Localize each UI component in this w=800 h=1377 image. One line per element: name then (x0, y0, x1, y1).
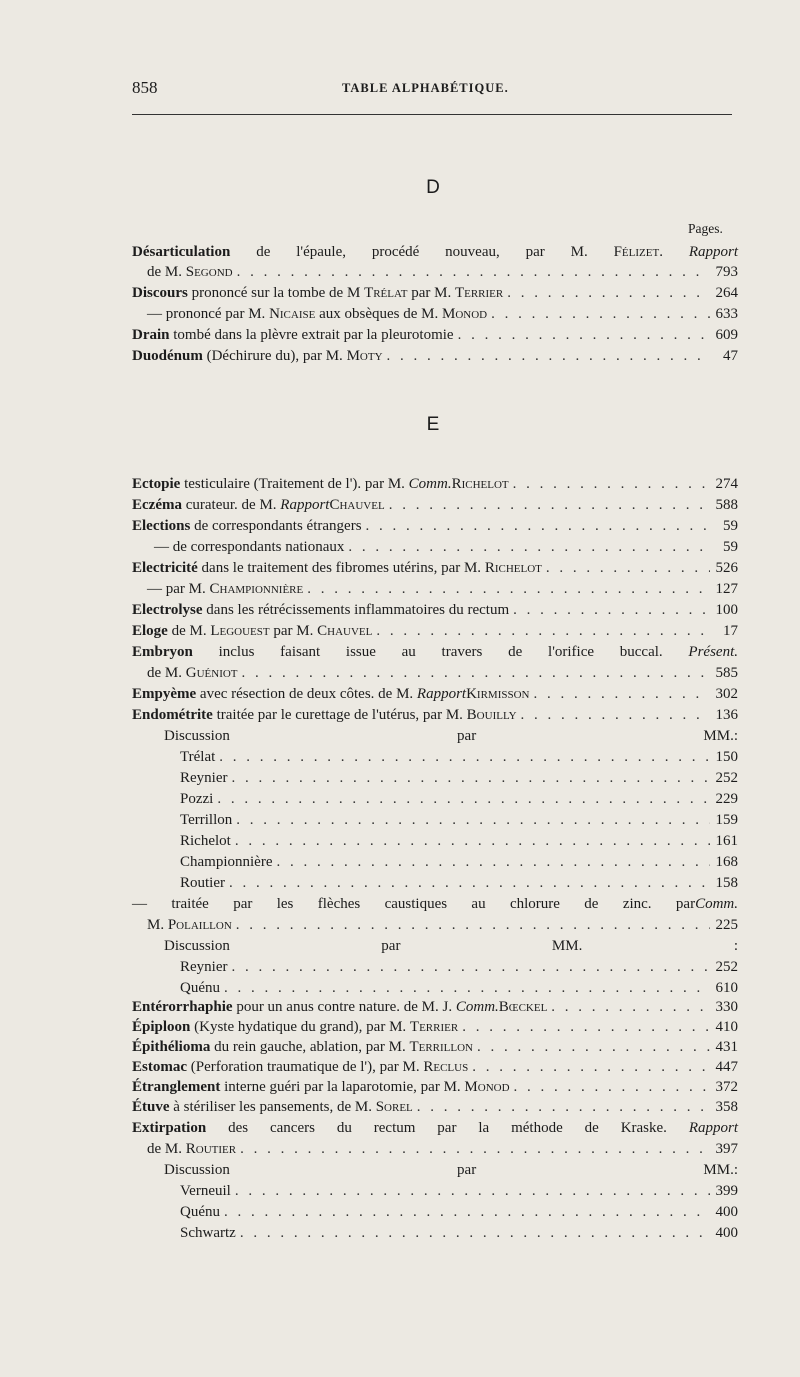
leader-dots (224, 1202, 710, 1222)
index-entry (147, 262, 738, 282)
entry-text (132, 1077, 510, 1097)
index-entry (180, 1223, 738, 1243)
entry-fragment: interne guéri par la laparotomie, par M. (220, 1079, 465, 1095)
author-name: Kirmisson (466, 686, 530, 702)
page-ref: 100 (715, 602, 738, 618)
entry-fragment: — traitée par les flèches caustiques au chlorure de zinc. (132, 896, 676, 912)
entry-text (132, 600, 509, 620)
entry-fragment: (Perforation traumatique de l'), par M. (187, 1059, 424, 1075)
page-ref: 17 (723, 623, 738, 639)
entry-text (132, 705, 517, 725)
entry-fragment: Comm. (695, 896, 738, 912)
page-ref: 526 (715, 560, 738, 576)
entry-keyword: Estomac (132, 1059, 187, 1075)
leader-dots (231, 768, 710, 788)
entry-fragment: inclus faisant issue au travers de l'orifice buccal. (192, 644, 689, 660)
author-name: Reclus (423, 1059, 469, 1075)
index-entry (147, 663, 738, 683)
page-number: 858 (132, 78, 158, 97)
entry-fragment: Routier (180, 875, 225, 891)
author-name: Moty (346, 348, 383, 364)
page-ref: 399 (715, 1183, 738, 1199)
page-ref: 431 (715, 1039, 738, 1055)
author-name: Chauvel (317, 623, 373, 639)
leader-dots (236, 810, 710, 830)
leader-dots (462, 1017, 710, 1037)
index-entry (164, 726, 738, 746)
entry-fragment: Schwartz (180, 1225, 236, 1241)
author-name: Richelot (484, 560, 542, 576)
index-entry (132, 1017, 738, 1037)
index-entry (132, 684, 738, 704)
page-ref: 59 (723, 518, 738, 534)
entry-text (147, 579, 303, 599)
header-rule (132, 114, 732, 115)
entry-fragment: par M. (407, 285, 455, 301)
entry-fragment: avec résection de deux côtes. (196, 686, 379, 702)
leader-dots (417, 1097, 710, 1117)
author-name: Sorel (375, 1099, 413, 1115)
entry-keyword: Épiploon (132, 1019, 191, 1035)
index-entry (164, 936, 738, 956)
entry-fragment: Discussion par MM.: (164, 728, 738, 744)
leader-dots (242, 663, 710, 683)
leader-dots (472, 1057, 710, 1077)
leader-dots (533, 684, 710, 704)
author-name: Terrier (409, 1019, 459, 1035)
leader-dots (387, 346, 710, 366)
entry-text (132, 997, 547, 1017)
entry-fragment: de M. (147, 665, 186, 681)
entry-fragment: M. (147, 917, 168, 933)
page-ref: 410 (715, 1019, 738, 1035)
leader-dots (507, 283, 710, 303)
page-ref: 400 (715, 1225, 738, 1241)
leader-dots (521, 705, 710, 725)
index-entry (132, 495, 738, 515)
entry-fragment: des cancers du rectum par la méthode de Kraske. (206, 1120, 689, 1136)
entry-fragment: Verneuil (180, 1183, 231, 1199)
index-entry (132, 621, 738, 641)
entry-text (132, 621, 372, 641)
index-entry (164, 1160, 738, 1180)
entry-keyword: Eczéma (132, 497, 182, 513)
entry-fragment: Rapport (280, 497, 330, 513)
entry-keyword: Empyème (132, 686, 197, 702)
entry-text (154, 537, 344, 557)
index-entry (132, 516, 738, 536)
page-ref: 793 (715, 264, 738, 280)
leader-dots (491, 304, 710, 324)
entry-keyword: Extirpation (132, 1120, 207, 1136)
page-ref: 609 (715, 327, 738, 343)
author-name: Chauvel (329, 497, 385, 513)
leader-dots (240, 1139, 710, 1159)
author-name: Guéniot (185, 665, 238, 681)
entry-text (147, 915, 232, 935)
index-entry (132, 1037, 738, 1057)
pages-column-label: Pages. (688, 221, 723, 236)
leader-dots (217, 789, 710, 809)
entry-fragment: de M. (147, 264, 186, 280)
author-name: Bouilly (466, 707, 517, 723)
entry-fragment: par (675, 896, 696, 912)
page-ref: 168 (715, 854, 738, 870)
entry-fragment: traitée par le curettage de l'utérus, par M. (212, 707, 467, 723)
entry-text (180, 1181, 231, 1201)
page-ref: 585 (715, 665, 738, 681)
entry-fragment: Quénu (180, 1204, 220, 1220)
index-entry (132, 705, 738, 725)
entry-fragment: Championnière (180, 854, 273, 870)
page-ref: 274 (715, 476, 738, 492)
page-ref: 358 (715, 1099, 738, 1115)
entry-text (180, 978, 220, 998)
index-entry (132, 642, 738, 662)
entry-text (132, 1118, 738, 1138)
page-ref: 447 (715, 1059, 738, 1075)
index-entry (132, 346, 738, 366)
entry-fragment: curateur. (181, 497, 242, 513)
entry-fragment: de l'épaule, procédé nouveau, par M. (230, 244, 614, 260)
index-entry (180, 831, 738, 851)
index-entry (132, 600, 738, 620)
leader-dots (276, 852, 710, 872)
entry-text (180, 810, 232, 830)
leader-dots (389, 495, 710, 515)
index-entry (154, 537, 738, 557)
entry-fragment: pour un anus contre nature. (232, 999, 404, 1015)
entry-fragment: Pozzi (180, 791, 214, 807)
index-entry (132, 1057, 738, 1077)
entry-text (180, 768, 227, 788)
entry-fragment: Discussion par MM. : (164, 938, 738, 954)
entry-fragment: testiculaire (Traitement de l'). (180, 476, 365, 492)
leader-dots (229, 873, 710, 893)
index-entry (132, 325, 738, 345)
entry-text (132, 495, 385, 515)
page-ref: 264 (715, 285, 738, 301)
page-ref: 158 (715, 875, 738, 891)
index-entry (132, 242, 738, 262)
entry-keyword: Ectopie (132, 476, 181, 492)
entry-fragment: prononcé sur la tombe de M (187, 285, 365, 301)
author-name: Félizet (613, 244, 660, 260)
entry-fragment: Rapport (688, 244, 738, 260)
entry-keyword: Étranglement (132, 1079, 221, 1095)
entry-fragment: dans le traitement des fibromes utérins, par M. (197, 560, 485, 576)
author-name: Polaillon (167, 917, 232, 933)
entry-fragment: de M. (378, 686, 417, 702)
author-name: Segond (185, 264, 233, 280)
entry-text (180, 789, 213, 809)
index-entry (147, 1139, 738, 1159)
author-name: Monod (442, 306, 488, 322)
entry-text (180, 852, 272, 872)
entry-fragment: Présent. (688, 644, 738, 660)
entry-text (180, 957, 227, 977)
page-ref: 397 (715, 1141, 738, 1157)
entry-fragment: Reynier (180, 770, 228, 786)
page-ref: 400 (715, 1204, 738, 1220)
page-header (132, 78, 732, 100)
leader-dots (224, 978, 710, 998)
page-ref: 633 (715, 306, 738, 322)
page-ref: 229 (715, 791, 738, 807)
entry-fragment: aux obsèques de M. (315, 306, 442, 322)
index-entry (132, 474, 738, 494)
index-entry (180, 873, 738, 893)
page-ref: 150 (715, 749, 738, 765)
index-entry (180, 957, 738, 977)
leader-dots (366, 516, 710, 536)
entry-fragment: de M. (241, 497, 281, 513)
entry-fragment: du rein gauche, ablation, par M. (210, 1039, 410, 1055)
index-entry (180, 747, 738, 767)
leader-dots (237, 262, 710, 282)
author-name: Nicaise (269, 306, 316, 322)
index-entry (180, 1181, 738, 1201)
entry-keyword: Duodénum (132, 348, 203, 364)
entry-text (132, 558, 542, 578)
author-name: Richelot (451, 476, 509, 492)
page-ref: 159 (715, 812, 738, 828)
entry-keyword: Eloge (132, 623, 168, 639)
page-ref: 252 (715, 959, 738, 975)
entry-fragment: de M. J. (403, 999, 456, 1015)
entry-fragment: Quénu (180, 980, 220, 996)
entry-fragment: Discussion par MM.: (164, 1162, 738, 1178)
index-entry (180, 978, 738, 998)
entry-text (180, 831, 231, 851)
entry-keyword: Electrolyse (132, 602, 203, 618)
index-entry (180, 1202, 738, 1222)
entry-fragment: Terrillon (180, 812, 233, 828)
author-name: Bœckel (498, 999, 548, 1015)
index-entry (147, 304, 738, 324)
index-entry (180, 768, 738, 788)
entry-fragment: Richelot (180, 833, 231, 849)
entry-fragment: (Kyste hydatique du grand), par M. (190, 1019, 410, 1035)
page-ref: 47 (723, 348, 738, 364)
leader-dots (546, 558, 710, 578)
page-ref: 136 (715, 707, 738, 723)
entry-fragment: (Déchirure du), par M. (202, 348, 347, 364)
entry-text (180, 1202, 220, 1222)
author-name: Championnière (209, 581, 304, 597)
entry-text (147, 262, 233, 282)
entry-text (132, 242, 738, 262)
page-ref: 302 (715, 686, 738, 702)
entry-fragment: — prononcé par M. (147, 306, 270, 322)
page-ref: 59 (723, 539, 738, 555)
entry-keyword: Entérorrhaphie (132, 999, 233, 1015)
author-name: Routier (185, 1141, 237, 1157)
page-ref: 252 (715, 770, 738, 786)
index-entry (132, 894, 738, 914)
leader-dots (236, 915, 710, 935)
entry-fragment: de M. (167, 623, 211, 639)
entry-text (132, 346, 383, 366)
leader-dots (235, 831, 710, 851)
entry-text (180, 747, 215, 767)
author-name: Monod (464, 1079, 510, 1095)
index-entry (132, 283, 738, 303)
entry-text (147, 1139, 236, 1159)
entry-fragment: Reynier (180, 959, 228, 975)
entry-text (164, 936, 738, 956)
entry-fragment: dans les rétrécissements inflammatoires du rectum (202, 602, 510, 618)
leader-dots (513, 600, 710, 620)
leader-dots (514, 1077, 710, 1097)
entry-text (180, 873, 225, 893)
entry-keyword: Désarticulation (132, 244, 231, 260)
entry-fragment: tombé dans la plèvre extrait par la pleurotomie (169, 327, 454, 343)
leader-dots (219, 747, 710, 767)
section-letter-d: D (426, 177, 440, 198)
entry-fragment: Rapport (416, 686, 467, 702)
index-entry (180, 852, 738, 872)
section-letter-e: E (426, 414, 440, 435)
page-ref: 588 (715, 497, 738, 513)
entry-fragment: Comm. (408, 476, 452, 492)
entry-text (164, 1160, 738, 1180)
index-entry (132, 558, 738, 578)
index-entry (180, 789, 738, 809)
entry-keyword: Endométrite (132, 707, 213, 723)
page-ref: 225 (715, 917, 738, 933)
entry-text (132, 516, 362, 536)
entry-fragment: Trélat (180, 749, 216, 765)
entry-text (132, 642, 738, 662)
entry-keyword: Épithélioma (132, 1039, 211, 1055)
entry-keyword: Étuve (132, 1099, 170, 1115)
entry-fragment: — par M. (147, 581, 210, 597)
leader-dots (477, 1037, 710, 1057)
entry-fragment: par M. (364, 476, 409, 492)
index-entry (180, 810, 738, 830)
leader-dots (513, 474, 710, 494)
index-entry (147, 915, 738, 935)
leader-dots (376, 621, 710, 641)
page-ref: 610 (715, 980, 738, 996)
page-ref: 330 (715, 999, 738, 1015)
page-ref: 161 (715, 833, 738, 849)
entry-keyword: Elections (132, 518, 191, 534)
entry-text (132, 325, 454, 345)
entry-keyword: Embryon (132, 644, 193, 660)
author-name: Legouest (210, 623, 270, 639)
entry-fragment: Rapport (688, 1120, 738, 1136)
entry-keyword: Electricité (132, 560, 198, 576)
leader-dots (307, 579, 710, 599)
leader-dots (551, 997, 710, 1017)
entry-fragment: . (659, 244, 689, 260)
author-name: Terrillon (409, 1039, 473, 1055)
entry-fragment: de M. (147, 1141, 186, 1157)
leader-dots (458, 325, 710, 345)
entry-text (132, 474, 509, 494)
running-title: TABLE ALPHABÉTIQUE. (342, 81, 509, 95)
entry-keyword: Discours (132, 285, 188, 301)
entry-fragment: à stériliser les pansements, de M. (169, 1099, 376, 1115)
author-name: Trélat (364, 285, 408, 301)
index-entry (132, 1097, 738, 1117)
index-entry (132, 1118, 738, 1138)
page-ref: 127 (715, 581, 738, 597)
entry-text (132, 1097, 413, 1117)
entry-text (180, 1223, 236, 1243)
entry-text (132, 283, 503, 303)
entry-fragment: de correspondants étrangers (190, 518, 362, 534)
entry-fragment: Comm. (455, 999, 499, 1015)
entry-text (164, 726, 738, 746)
entry-keyword: Drain (132, 327, 170, 343)
index-entry (132, 997, 738, 1017)
entry-text (132, 1057, 468, 1077)
entry-fragment: — de correspondants nationaux (154, 539, 345, 555)
entry-text (132, 1037, 473, 1057)
entry-text (132, 1017, 458, 1037)
author-name: Terrier (454, 285, 504, 301)
entry-text (147, 663, 238, 683)
entry-text (132, 684, 529, 704)
entry-text (147, 304, 487, 324)
leader-dots (240, 1223, 710, 1243)
index-entry (132, 1077, 738, 1097)
leader-dots (235, 1181, 710, 1201)
leader-dots (231, 957, 710, 977)
entry-text (132, 894, 738, 914)
index-entry (147, 579, 738, 599)
entry-fragment: par M. (269, 623, 318, 639)
leader-dots (348, 537, 710, 557)
page-ref: 372 (715, 1079, 738, 1095)
